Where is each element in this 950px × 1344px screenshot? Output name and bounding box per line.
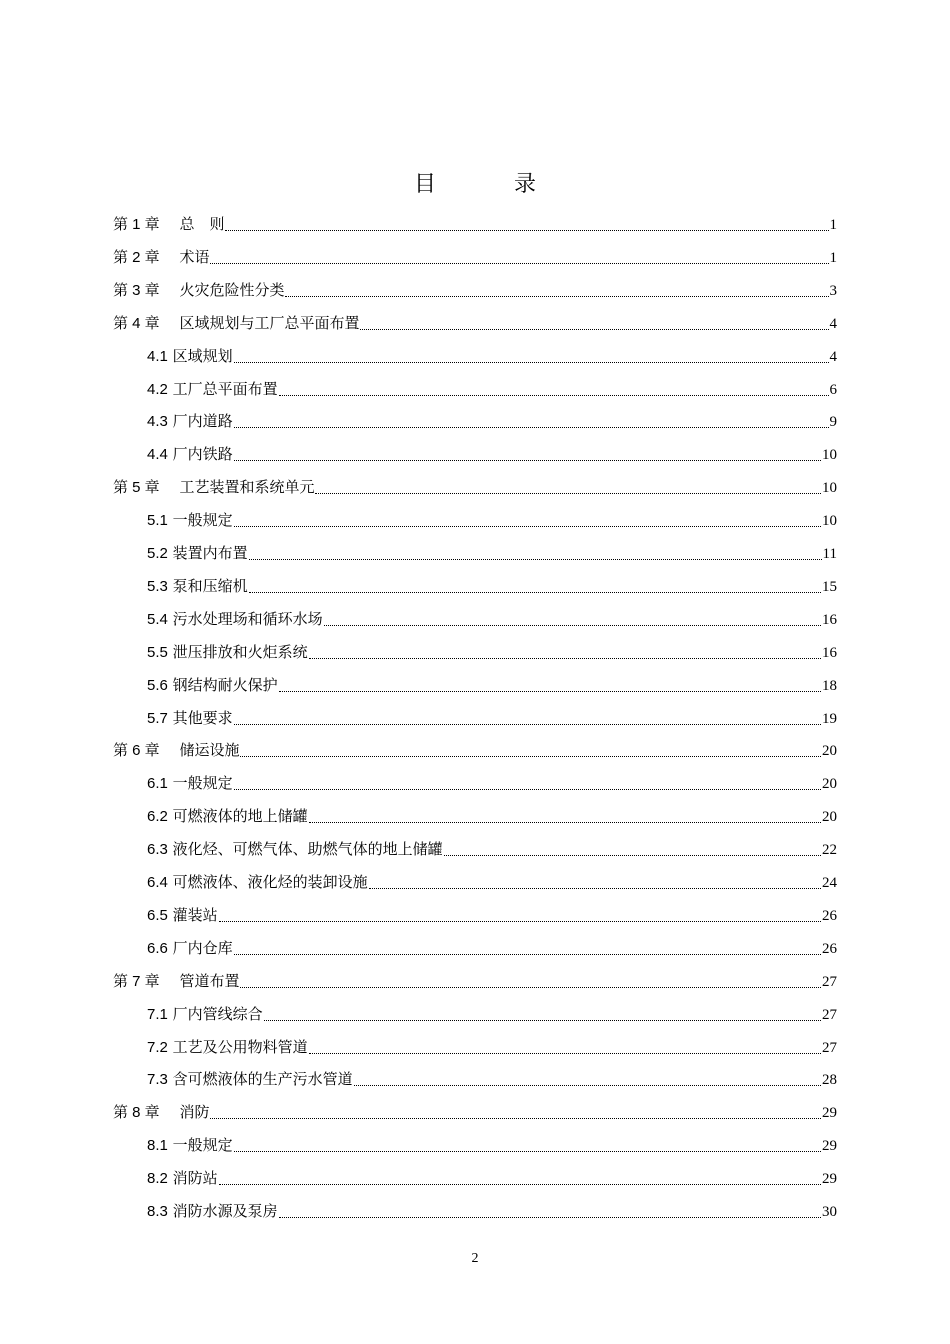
toc-dot-leader bbox=[234, 459, 821, 461]
toc-dot-leader bbox=[354, 1084, 821, 1086]
toc-entry-number: 6.2 bbox=[147, 808, 168, 826]
toc-entry-title: 泵和压缩机 bbox=[172, 576, 248, 595]
toc-entry-page: 1 bbox=[829, 217, 837, 233]
toc-entry-title: 火灾危险性分类 bbox=[179, 280, 285, 299]
toc-dot-leader bbox=[309, 821, 821, 823]
toc-entry-number: 4.1 bbox=[147, 347, 168, 365]
toc-entry-title: 含可燃液体的生产污水管道 bbox=[172, 1070, 353, 1089]
toc-chapter-entry[interactable] bbox=[113, 309, 837, 335]
toc-entry-label bbox=[147, 575, 249, 598]
toc-section-entry[interactable] bbox=[147, 342, 837, 368]
toc-entry-number: 第 2 章 bbox=[113, 248, 160, 266]
toc-entry-number: 6.5 bbox=[147, 906, 168, 924]
toc-dot-leader bbox=[309, 657, 821, 659]
toc-entry-title: 钢结构耐火保护 bbox=[172, 675, 278, 694]
toc-entry-number: 5.4 bbox=[147, 610, 168, 628]
toc-entry-page: 18 bbox=[822, 677, 837, 694]
toc-entry-label bbox=[147, 1167, 219, 1190]
toc-entry-number: 8.3 bbox=[147, 1203, 168, 1220]
toc-entry-page: 15 bbox=[822, 578, 837, 595]
toc-entry-separator bbox=[160, 281, 180, 299]
toc-section-entry[interactable] bbox=[147, 539, 837, 565]
toc-entry-label bbox=[113, 246, 210, 269]
toc-entry-number: 8.2 bbox=[147, 1170, 168, 1188]
toc-entry-title: 厂内道路 bbox=[172, 412, 233, 431]
toc-section-entry[interactable] bbox=[147, 704, 837, 730]
toc-entry-number: 6.1 bbox=[147, 775, 168, 793]
toc-entry-separator bbox=[160, 215, 180, 233]
toc-entry-page: 16 bbox=[822, 644, 837, 661]
toc-entry-title: 灌装站 bbox=[172, 905, 218, 924]
toc-dot-leader bbox=[315, 492, 821, 494]
toc-dot-leader bbox=[234, 361, 829, 363]
toc-entry-label bbox=[147, 772, 234, 795]
toc-entry-number: 5.5 bbox=[147, 643, 168, 661]
toc-entry-number: 6.6 bbox=[147, 939, 168, 957]
toc-entry-page: 10 bbox=[822, 513, 837, 530]
toc-entry-page: 29 bbox=[822, 1138, 837, 1155]
toc-entry-label bbox=[113, 312, 360, 335]
toc-entry-page: 4 bbox=[829, 348, 837, 365]
toc-section-entry[interactable] bbox=[147, 1033, 837, 1059]
toc-entry-title: 厂内管线综合 bbox=[172, 1004, 263, 1023]
toc-entry-label bbox=[113, 213, 225, 236]
toc-dot-leader bbox=[279, 690, 821, 692]
toc-dot-leader bbox=[240, 755, 821, 757]
toc-entry-label bbox=[147, 443, 234, 466]
toc-dot-leader bbox=[234, 426, 829, 428]
toc-entry-number: 7.3 bbox=[147, 1071, 168, 1089]
page-number: 2 bbox=[471, 1251, 479, 1266]
toc-dot-leader bbox=[210, 1117, 821, 1119]
toc-entry-title: 区域规划与工厂总平面布置 bbox=[179, 313, 360, 332]
toc-entry-title: 消防水源及泵房 bbox=[172, 1202, 278, 1220]
toc-entry-page: 19 bbox=[822, 710, 837, 727]
toc-section-entry[interactable] bbox=[147, 868, 837, 894]
toc-entry-label bbox=[147, 1200, 279, 1223]
toc-entry-title: 其他要求 bbox=[172, 708, 233, 727]
toc-entry-title: 一般规定 bbox=[172, 1136, 233, 1155]
toc-entry-title: 消防 bbox=[179, 1103, 210, 1122]
toc-entry-number: 6.4 bbox=[147, 874, 168, 891]
toc-entry-label bbox=[147, 838, 444, 861]
toc-section-entry[interactable] bbox=[147, 671, 837, 697]
toc-entry-page: 27 bbox=[822, 1039, 837, 1056]
toc-section-entry[interactable] bbox=[147, 769, 837, 795]
toc-dot-leader bbox=[360, 328, 828, 330]
toc-section-entry[interactable] bbox=[147, 1164, 837, 1190]
toc-entry-label bbox=[147, 871, 369, 894]
toc-entry-page: 3 bbox=[829, 282, 837, 299]
toc-entry-title: 污水处理场和循环水场 bbox=[172, 609, 323, 628]
toc-entry-title: 厂内仓库 bbox=[172, 938, 233, 957]
toc-entry-number: 4.2 bbox=[147, 380, 168, 398]
toc-dot-leader bbox=[234, 723, 821, 725]
toc-entry-page: 20 bbox=[822, 743, 837, 760]
toc-entry-title: 管道布置 bbox=[179, 971, 240, 990]
toc-chapter-entry[interactable] bbox=[113, 736, 837, 762]
toc-entry-label bbox=[147, 937, 234, 960]
toc-chapter-entry[interactable] bbox=[113, 473, 837, 499]
toc-entry-number: 5.6 bbox=[147, 676, 168, 694]
toc-entry-label bbox=[147, 345, 234, 368]
toc-chapter-entry[interactable] bbox=[113, 967, 837, 993]
toc-entry-label bbox=[113, 279, 285, 302]
toc-entry-title: 储运设施 bbox=[179, 741, 240, 760]
toc-entry-number: 8.1 bbox=[147, 1137, 168, 1155]
toc-dot-leader bbox=[234, 1150, 821, 1152]
toc-entry-separator bbox=[160, 248, 180, 266]
toc-entry-title: 装置内布置 bbox=[172, 544, 248, 562]
toc-entry-label bbox=[147, 378, 279, 401]
toc-entry-page: 6 bbox=[829, 381, 837, 398]
toc-section-entry[interactable] bbox=[147, 1065, 837, 1091]
toc-entry-page: 20 bbox=[822, 776, 837, 793]
toc-entry-label bbox=[113, 1101, 210, 1124]
toc-section-entry[interactable] bbox=[147, 506, 837, 532]
toc-dot-leader bbox=[249, 591, 821, 593]
toc-entry-title: 术语 bbox=[179, 247, 210, 266]
toc-dot-leader bbox=[225, 229, 828, 231]
toc-entry-label bbox=[113, 476, 315, 499]
toc-entry-title: 总 则 bbox=[179, 215, 225, 233]
toc-entry-label bbox=[113, 970, 240, 993]
toc-section-entry[interactable] bbox=[147, 901, 837, 927]
toc-section-entry[interactable] bbox=[147, 1000, 837, 1026]
toc-entry-number: 7.2 bbox=[147, 1038, 168, 1056]
toc-dot-leader bbox=[219, 920, 821, 922]
toc-entry-label bbox=[147, 542, 249, 565]
toc-dot-leader bbox=[240, 986, 821, 988]
toc-dot-leader bbox=[279, 1216, 821, 1218]
toc-entry-number: 5.7 bbox=[147, 709, 168, 727]
toc-entry-page: 1 bbox=[829, 249, 837, 266]
toc-entry-number: 第 3 章 bbox=[113, 281, 160, 299]
toc-entry-page: 27 bbox=[822, 973, 837, 990]
toc-dot-leader bbox=[234, 788, 821, 790]
toc-section-entry[interactable] bbox=[147, 572, 837, 598]
toc-entry-number: 第 7 章 bbox=[113, 972, 160, 990]
toc-entry-title: 工艺及公用物料管道 bbox=[172, 1037, 308, 1056]
toc-entry-label bbox=[147, 805, 309, 828]
toc-entry-number: 5.1 bbox=[147, 512, 168, 530]
toc-entry-number: 6.3 bbox=[147, 841, 168, 859]
toc-entry-page: 22 bbox=[822, 842, 837, 859]
toc-entry-label bbox=[147, 410, 234, 433]
toc-entry-label bbox=[147, 509, 234, 532]
toc-entry-title: 区域规划 bbox=[172, 346, 233, 365]
toc-entry-label bbox=[147, 641, 309, 664]
toc-section-entry[interactable] bbox=[147, 638, 837, 664]
toc-entry-separator bbox=[160, 1103, 180, 1121]
toc-entry-page: 29 bbox=[822, 1105, 837, 1122]
toc-dot-leader bbox=[309, 1052, 821, 1054]
toc-entry-label bbox=[147, 1036, 309, 1059]
toc-entry-page: 30 bbox=[822, 1204, 837, 1220]
toc-entry-label bbox=[147, 608, 324, 631]
toc-entry-page: 24 bbox=[822, 875, 837, 891]
toc-entry-number: 7.1 bbox=[147, 1005, 168, 1023]
toc-entry-title: 厂内铁路 bbox=[172, 445, 233, 464]
toc-dot-leader bbox=[369, 887, 821, 889]
toc-entry-page: 27 bbox=[822, 1006, 837, 1023]
toc-entry-label bbox=[147, 904, 219, 927]
toc-entry-label bbox=[147, 1003, 264, 1026]
toc-section-entry[interactable] bbox=[147, 407, 837, 433]
toc-section-entry[interactable] bbox=[147, 934, 837, 960]
toc-entry-label bbox=[147, 674, 279, 697]
toc-section-entry[interactable] bbox=[147, 802, 837, 828]
toc-entry-title: 工艺装置和系统单元 bbox=[179, 478, 315, 497]
toc-entry-page: 26 bbox=[822, 940, 837, 957]
toc-entry-number: 5.3 bbox=[147, 577, 168, 595]
toc-entry-number: 第 5 章 bbox=[113, 479, 160, 497]
toc-chapter-entry[interactable] bbox=[113, 243, 837, 269]
toc-dot-leader bbox=[234, 525, 821, 527]
toc-section-entry[interactable] bbox=[147, 835, 837, 861]
toc-entry-title: 工厂总平面布置 bbox=[172, 379, 278, 398]
toc-entry-page: 26 bbox=[822, 907, 837, 924]
toc-entry-number: 第 1 章 bbox=[113, 216, 160, 233]
toc-dot-leader bbox=[210, 262, 828, 264]
toc-entry-page: 28 bbox=[822, 1072, 837, 1089]
toc-entry-label bbox=[147, 1134, 234, 1157]
toc-dot-leader bbox=[324, 624, 821, 626]
toc-entry-number: 第 6 章 bbox=[113, 742, 160, 760]
toc-section-entry[interactable] bbox=[147, 440, 837, 466]
toc-dot-leader bbox=[285, 295, 828, 297]
toc-entry-page: 10 bbox=[822, 480, 837, 497]
toc-entry-page: 9 bbox=[829, 414, 837, 431]
toc-entry-number: 第 8 章 bbox=[113, 1104, 160, 1122]
toc-entry-separator bbox=[160, 314, 180, 332]
toc-entry-separator bbox=[160, 972, 180, 990]
toc-dot-leader bbox=[264, 1019, 821, 1021]
toc-entry-page: 20 bbox=[822, 809, 837, 826]
toc-entry-number: 第 4 章 bbox=[113, 314, 160, 332]
toc-entry-title: 一般规定 bbox=[172, 511, 233, 530]
toc-dot-leader bbox=[249, 558, 822, 560]
toc-entry-title: 消防站 bbox=[172, 1169, 218, 1188]
toc-entry-number: 4.3 bbox=[147, 413, 168, 431]
toc-entry-label bbox=[147, 1068, 354, 1091]
toc-section-entry[interactable] bbox=[147, 1131, 837, 1157]
toc-chapter-entry[interactable] bbox=[113, 276, 837, 302]
toc-dot-leader bbox=[219, 1183, 821, 1185]
toc-entry-page: 29 bbox=[822, 1171, 837, 1188]
toc-entry-number: 5.2 bbox=[147, 545, 168, 562]
toc-chapter-entry[interactable] bbox=[113, 210, 837, 236]
toc-entry-title: 一般规定 bbox=[172, 774, 233, 793]
toc-entry-title: 泄压排放和火炬系统 bbox=[172, 642, 308, 661]
toc-entry-page: 11 bbox=[822, 546, 837, 562]
toc-title: 目 录 bbox=[413, 172, 564, 197]
toc-entry-title: 可燃液体的地上储罐 bbox=[172, 807, 308, 826]
toc-entry-number: 4.4 bbox=[147, 446, 168, 464]
toc-entry-label bbox=[147, 707, 234, 730]
toc-entry-page: 10 bbox=[822, 447, 837, 464]
toc-dot-leader bbox=[279, 394, 829, 396]
toc-entry-title: 可燃液体、液化烃的装卸设施 bbox=[172, 873, 368, 891]
toc-entry-separator bbox=[160, 741, 180, 759]
toc-section-entry[interactable] bbox=[147, 375, 837, 401]
toc-dot-leader bbox=[234, 953, 821, 955]
toc-entry-label bbox=[113, 739, 240, 762]
toc-entry-separator bbox=[160, 478, 180, 496]
toc-entry-title: 液化烃、可燃气体、助燃气体的地上储罐 bbox=[172, 840, 443, 859]
toc-entry-page: 4 bbox=[829, 315, 837, 332]
toc-section-entry[interactable] bbox=[147, 1197, 837, 1223]
toc-entry-page: 16 bbox=[822, 611, 837, 628]
toc-chapter-entry[interactable] bbox=[113, 1098, 837, 1124]
toc-dot-leader bbox=[444, 854, 821, 856]
toc-section-entry[interactable] bbox=[147, 605, 837, 631]
